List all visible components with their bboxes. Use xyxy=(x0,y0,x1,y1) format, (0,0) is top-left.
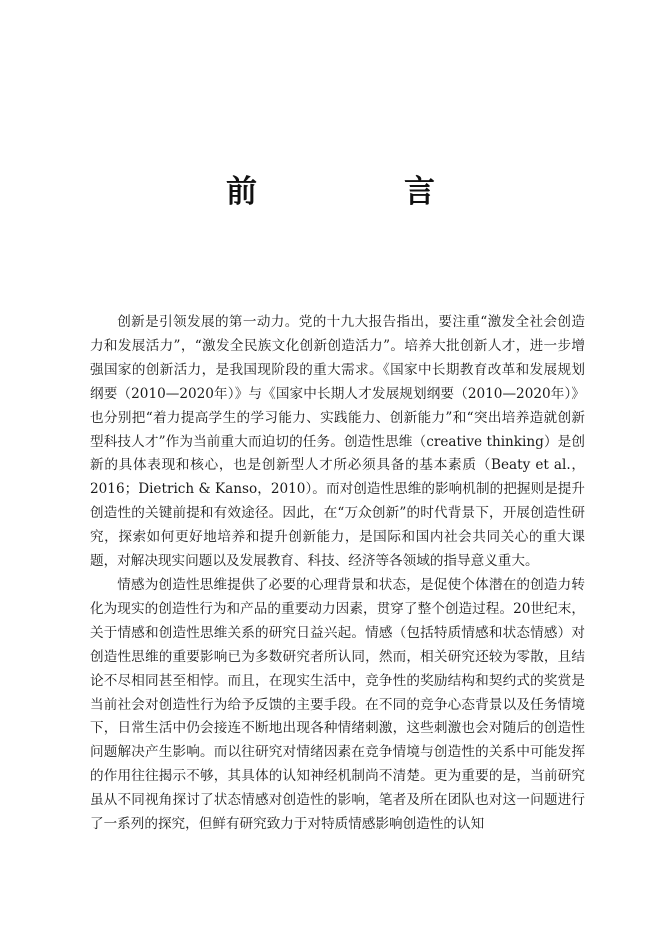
paragraph-1: 创新是引领发展的第一动力。党的十九大报告指出，要注重“激发全社会创造力和发展活力”，“激发全民族文化创新创造活力”。培养大批创新人才，进一步增强国家的创新活力，是我国现阶段的重大需求。《国家中长期教育改革和发展规划纲要（2010—2020年）》与《国家中长期人才发展规划纲要（2010—2020年）》也分别把“着力提高学生的学习能力、实践能力、创新能力”和“突出培养造就创新型科技人才”作为当前重大而迫切的任务。创造性思维（creative thinking）是创新的具体表现和核心，也是创新型人才所必须具备的基本素质（Beaty et al.，2016；Dietrich & Kanso，2010）。而对创造性思维的影响机制的把握则是提升创造性的关键前提和有效途径。因此，在“万众创新”的时代背景下，开展创造性研究，探索如何更好地培养和提升创新能力，是国际和国内社会共同关心的重大课题，对解决现实问题以及发展教育、科技、经济等各领域的指导意义重大。 xyxy=(90,314,585,570)
paragraph-2: 情感为创造性思维提供了必要的心理背景和状态，是促使个体潜在的创造力转化为现实的创造性行为和产品的重要动力因素，贯穿了整个创造过程。20世纪末，关于情感和创造性思维关系的研究日益兴起。情感（包括特质情感和状态情感）对创造性思维的重要影响已为多数研究者所认同，然而，相关研究还较为零散，且结论不尽相同甚至相悖。而且，在现实生活中，竞争性的奖励结构和契约式的奖赏是当前社会对创造性行为给予反馈的主要手段。在不同的竞争心态背景以及任务情境下，日常生活中仍会接连不断地出现各种情绪刺激，这些刺激也会对随后的创造性问题解决产生影响。而以往研究对情绪因素在竞争情境与创造性的关系中可能发挥的作用往往揭示不够，其具体的认知神经机制尚不清楚。更为重要的是，当前研究虽从不同视角探讨了状态情感对创造性的影响，笔者及所在团队也对这一问题进行了一系列的探究，但鲜有研究致力于对特质情感影响创造性的认知 xyxy=(90,576,585,833)
body-text xyxy=(90,311,585,837)
page-title: 前 言 xyxy=(226,174,493,210)
